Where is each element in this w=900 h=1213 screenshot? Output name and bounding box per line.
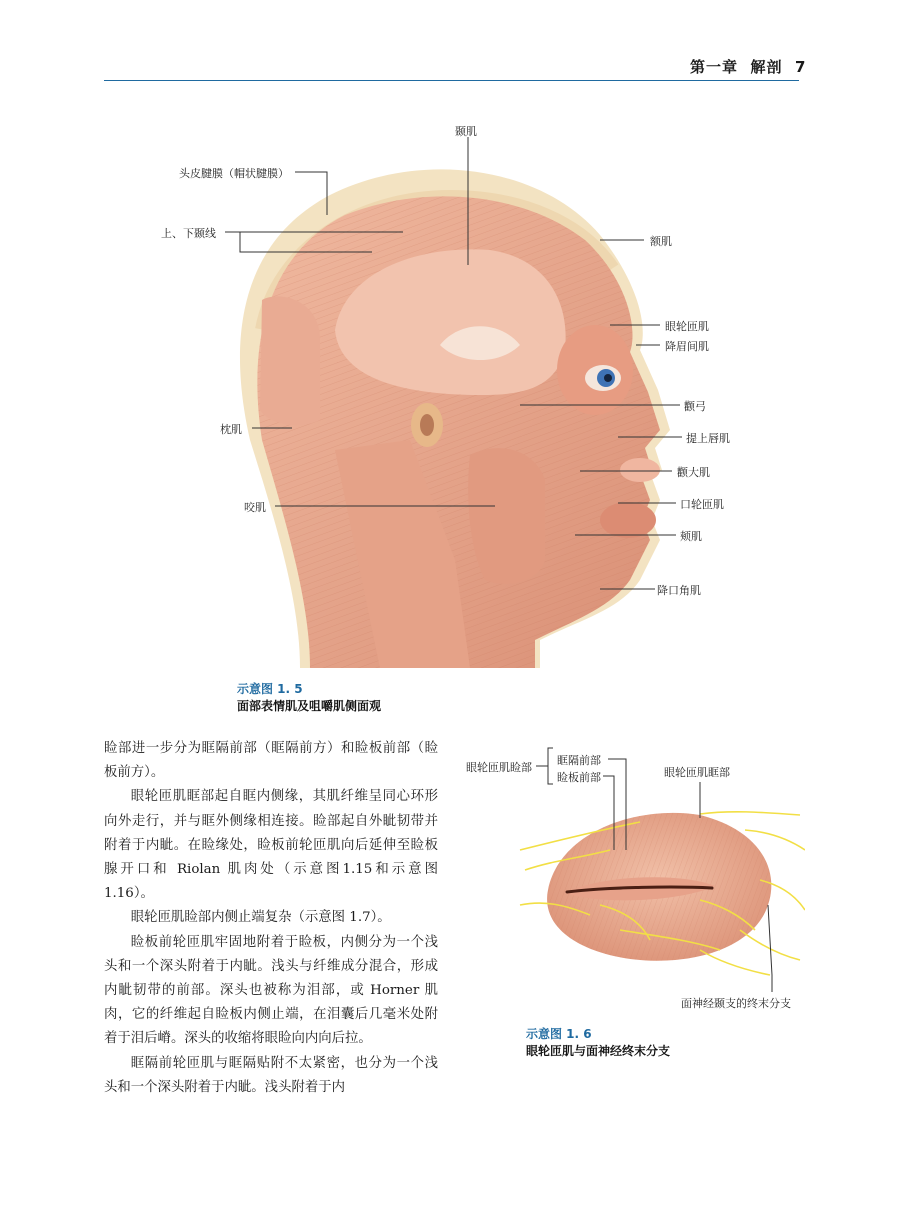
section-label: 解剖 bbox=[750, 58, 783, 76]
label-zygomatic-arch: 颧弓 bbox=[684, 400, 706, 413]
label-frontalis: 额肌 bbox=[650, 235, 672, 248]
figure-1-6-caption: 眼轮匝肌与面神经终末分支 bbox=[526, 1044, 671, 1058]
label-depressor-anguli: 降口角肌 bbox=[657, 584, 701, 597]
paragraph: 眼轮匝肌眶部起自眶内侧缘，其肌纤维呈同心环形向外走行，并与眶外侧缘相连接。睑部起自外眦韧带并附着于内眦。在睑缘处，睑板前轮匝肌向后延伸至睑板腺开口和 Riolan 肌肉处（示意图1.15和示意图 1.16）。 bbox=[104, 789, 438, 902]
label-palpebral-part: 眼轮匝肌睑部 bbox=[466, 761, 532, 774]
label-orbital-part: 眼轮匝肌眶部 bbox=[664, 766, 730, 779]
figure-1-5-number: 示意图 1. 5 bbox=[237, 682, 303, 696]
label-buccinator: 颊肌 bbox=[680, 530, 702, 543]
label-masseter: 咬肌 bbox=[244, 501, 266, 514]
label-occipitalis: 枕肌 bbox=[220, 423, 242, 436]
label-facial-nerve: 面神经颞支的终末分支 bbox=[681, 997, 791, 1010]
chapter-label: 第一章 bbox=[690, 58, 739, 76]
label-zygomaticus-major: 颧大肌 bbox=[677, 466, 710, 479]
label-temporalis: 颞肌 bbox=[455, 125, 477, 138]
figure-1-5-caption: 面部表情肌及咀嚼肌侧面观 bbox=[237, 699, 382, 713]
label-orbicularis-oris: 口轮匝肌 bbox=[680, 498, 724, 511]
paragraph: 睑板前轮匝肌牢固地附着于睑板，内侧分为一个浅头和一个深头附着于内眦。浅头与纤维成分混合，形成内眦韧带的前部。深头也被称为泪部，或 Horner 肌肉，它的纤维起自睑板内侧止端，在泪囊后几毫米处附着于泪后嵴。深头的收缩将眼睑向内向后拉。 bbox=[104, 934, 438, 1047]
paragraph: 睑部进一步分为眶隔前部（眶隔前方）和睑板前部（睑板前方）。 bbox=[104, 741, 438, 781]
label-galea: 头皮腱膜（帽状腱膜） bbox=[179, 167, 289, 180]
page-number: 7 bbox=[794, 58, 807, 76]
label-orbicularis-oculi: 眼轮匝肌 bbox=[665, 320, 709, 333]
label-procerus: 降眉间肌 bbox=[665, 340, 709, 353]
figure-1-6-number: 示意图 1. 6 bbox=[526, 1027, 592, 1041]
paragraph: 眶隔前轮匝肌与眶隔贴附不太紧密，也分为一个浅头和一个深头附着于内眦。浅头附着于内 bbox=[104, 1055, 438, 1095]
label-levator-labii: 提上唇肌 bbox=[686, 432, 730, 445]
label-preseptal: 眶隔前部 bbox=[557, 754, 601, 767]
label-pretarsal: 睑板前部 bbox=[557, 771, 601, 784]
label-temporal-lines: 上、下颞线 bbox=[161, 227, 216, 240]
paragraph: 眼轮匝肌睑部内侧止端复杂（示意图 1.7）。 bbox=[130, 910, 391, 926]
